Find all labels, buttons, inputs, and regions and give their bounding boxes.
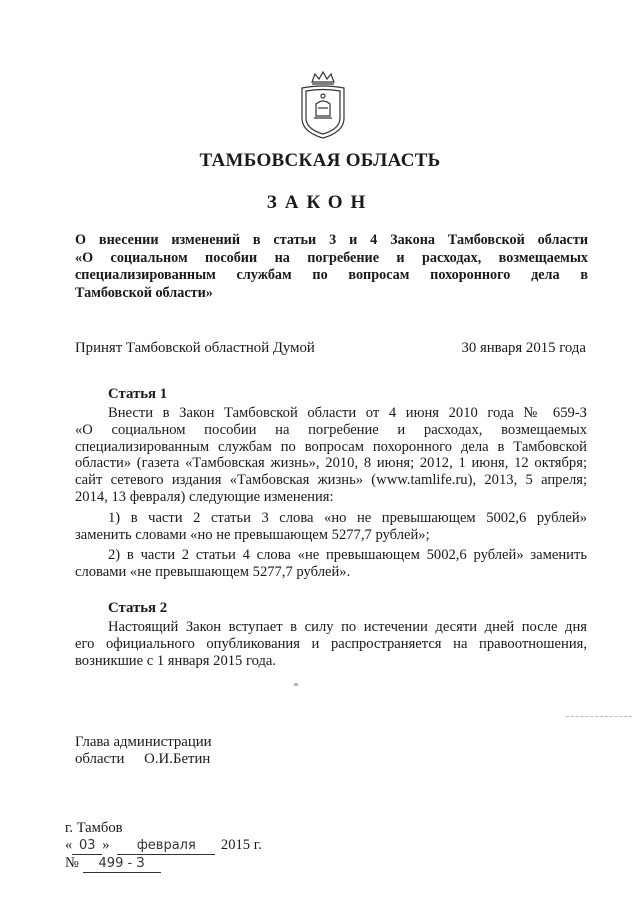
list-item-2-line: 2) в части 2 статьи 4 слова «не превышающем 5002,6 рублей» заменить [108,547,587,564]
paragraph-line: «О социальном пособии на погребение и расходах, возмещаемых [75,421,587,438]
scan-speck [294,683,298,686]
signature-block [75,734,212,768]
paragraph-line: специализированным службам по вопросам похоронного дела в Тамбовской [75,438,587,455]
list-item-1-line: 1) в части 2 статьи 3 слова «но не превышающем 5002,6 рублей» [108,509,587,526]
adoption-line [75,340,586,357]
subject-line: Тамбовской области» [75,284,213,301]
paragraph-line: области» (газета «Тамбовская жизнь», 2010, 8 июня; 2012, 1 июня, 12 октября; [75,455,587,472]
coat-of-arms-emblem [298,68,348,140]
document-type: ЗАКОН [266,192,374,213]
signatory-name: О.И.Бетин [144,751,211,767]
paragraph-line: возникшие с 1 января 2015 года. [75,652,277,669]
paragraph-line: его официального опубликования и распространяется на правоотношения, [75,635,587,652]
article-2-title: Статья 2 [108,600,168,616]
signatory-position-cont: области [75,751,125,767]
date-month: февраля [117,837,215,855]
date-year: 2015 г. [220,837,262,853]
number-sign: № [65,855,79,871]
law-subject [75,232,588,302]
region-title: ТАМБОВСКАЯ ОБЛАСТЬ [199,150,441,171]
paragraph-line: 2014, 13 февраля) следующие изменения: [75,488,334,505]
date-line [65,837,262,855]
open-quote: « [65,837,73,853]
signatory-row [75,751,212,768]
scan-dashed-mark [566,716,632,717]
article-2-body [75,619,587,669]
paragraph-line: Внести в Закон Тамбовской области от 4 июня 2010 года № 659-З [108,405,587,421]
signatory-position: Глава администрации [75,734,212,750]
list-item-2-line: словами «не превышающем 5277,7 рублей». [75,564,351,581]
article-1-title: Статья 1 [108,386,168,402]
place-date-number [65,820,262,873]
date-day: 03 [72,837,102,855]
city: г. Тамбов [65,820,123,836]
paragraph-line: Настоящий Закон вступает в силу по истечении десяти дней после дня [108,619,587,635]
article-1-body [75,405,587,581]
adopted-by: Принят Тамбовской областной Думой [75,340,315,356]
subject-line: О внесении изменений в статьи 3 и 4 Закона Тамбовской области [75,232,588,248]
subject-line: специализированным службам по вопросам похоронного дела в [75,267,588,283]
list-item-1-line: заменить словами «но не превышающем 5277,7 рублей»; [75,526,430,543]
number-line [65,855,262,873]
adoption-date: 30 января 2015 года [461,340,586,356]
close-quote: » [102,837,110,853]
subject-line: «О социальном пособии на погребение и расходах, возмещаемых [75,249,588,266]
law-number: 499 - З [83,855,161,873]
paragraph-line: сайт сетевого издания «Тамбовская жизнь» (www.tamlife.ru), 2013, 5 апреля; [75,472,587,489]
